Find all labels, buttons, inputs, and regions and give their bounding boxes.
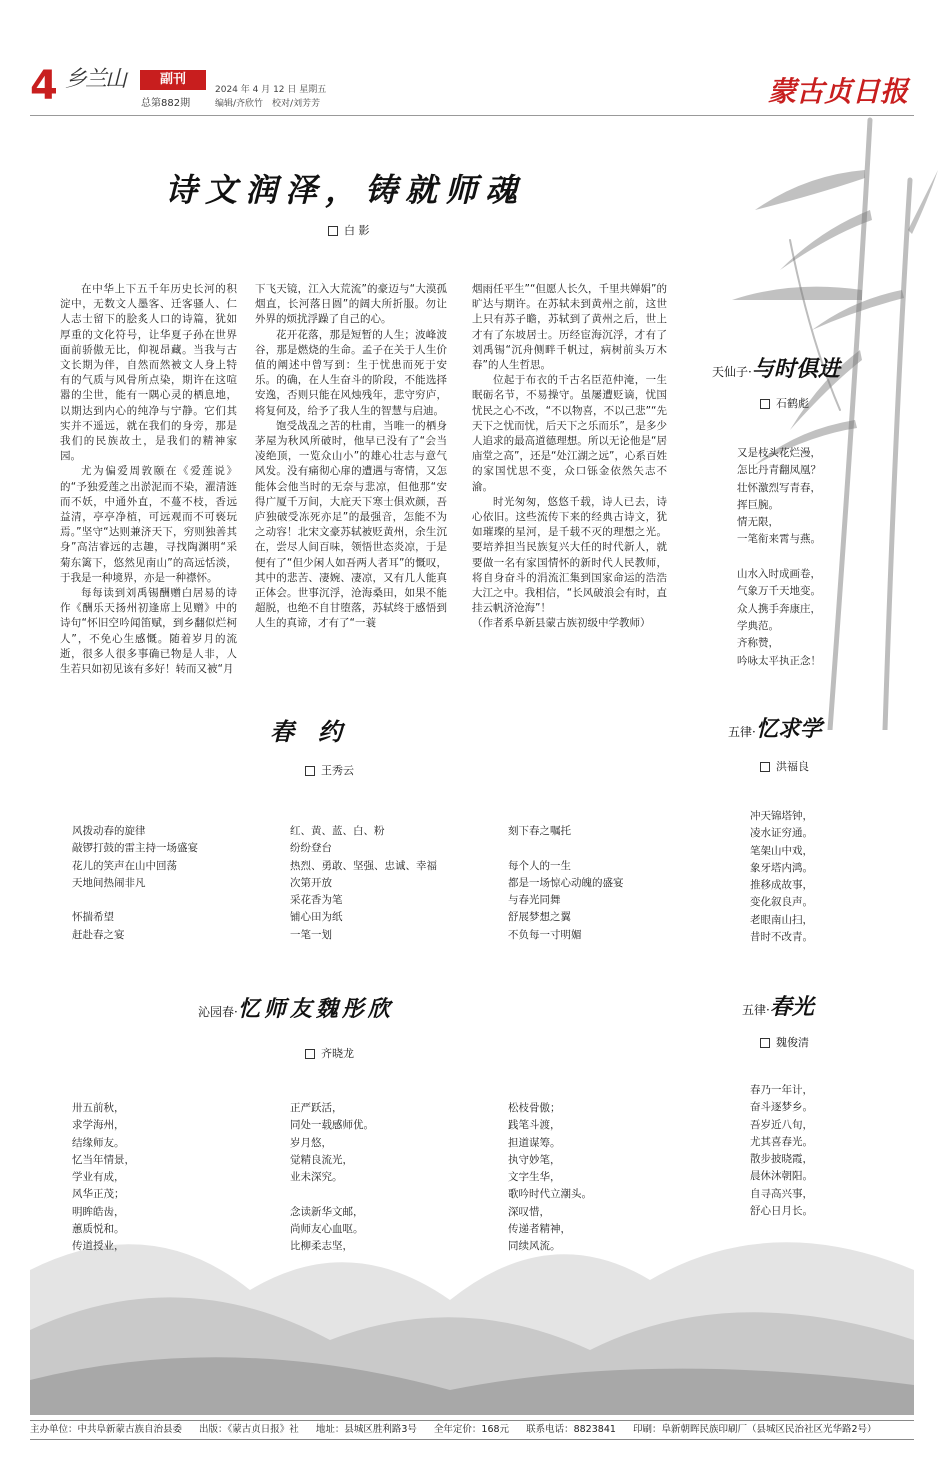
article-paragraph: 尤为偏爱周敦颐在《爱莲说》的“予独爱莲之出淤泥而不染，濯清涟而不妖，中通外直，不蔓不枝，香远益清，亭亭净植，可远观而不可亵玩焉。”坚守“达则兼济天下，穷则独善其身”高洁睿远的志趣，寻找陶渊明“采菊东篱下，悠然见南山”的高远恬淡，于我是一种境界，亦是一种襟怀。	[60, 465, 237, 584]
poem-title: 春光	[769, 994, 814, 1020]
footer-publisher: 出版：《蒙古贞日报》社	[199, 1424, 299, 1435]
poem-title-yiqiuxue	[728, 712, 822, 743]
footer-price: 全年定价：168元	[433, 1424, 510, 1435]
article-title: 诗文润泽，铸就师魂	[165, 171, 526, 209]
footer-phone: 联系电话：8823841	[526, 1424, 616, 1435]
author-box-icon	[328, 226, 338, 236]
poem-author	[305, 1045, 354, 1061]
poem-body-tianxianzi: 又是枝头花烂漫， 怎比丹青翻凤凰？ 壮怀激烈写青春， 挥巨腕。 情无限， 一笔衔来霄与燕。 山水入时成画卷， 气象万千天地变。 众人携手奔康庄， 学典范。 齐称赞， 吟咏太平执正念！	[737, 447, 821, 667]
poem-prefix: 五律·	[742, 1003, 770, 1017]
colophon-footer	[30, 1420, 914, 1440]
poem-author-name: 魏俊清	[776, 1036, 809, 1049]
poem-author-name: 石鹤彪	[776, 397, 809, 410]
section-label: 副刊	[140, 70, 206, 90]
issue-number: 总第882期	[141, 98, 191, 109]
footer-printer: 印刷：阜新朝晖民族印刷厂（县城区民治社区光华路2号）	[632, 1424, 877, 1435]
article-paragraph: 在中华上下五千年历史长河的积淀中，无数文人墨客、迁客骚人、仁人志士留下的脍炙人口的诗篇，犹如厚重的文化符号，让华夏子孙在世界面前骄傲无比，仰视昂藏。当我与古文长期为伴，自然而然被文人身上特有的气质与风骨所点染，期许在这喧嚣的尘世，能有一隅心灵的栖息地，以期达到内心的纯净与宁静。它们其实并不遥远，就在我们的身旁，那是我们的民族故土，是我们的精神家园。	[60, 283, 237, 463]
poem-title: 与时俱进	[751, 356, 840, 382]
article-paragraph: 饱受战乱之苦的杜甫，当唯一的栖身茅屋为秋风所破时，他早已没有了“会当凌绝顶，一览众山小”的雄心壮志与意气风发。没有痛彻心扉的遭遇与寄情，又怎能体会他当时的无奈与悲凉，但他那“安得广厦千万间，大庇天下寒士俱欢颜，吾庐独破受冻死亦足”的最强音，怎能不为之动容！北宋文豪苏轼被贬黄州，余生沉在，尝尽人间百味，领悟世态炎凉，于是便有了“但少闲人如吾两人者耳”的慨叹，其中的悲苦、凄婉、凄凉，又有几人能真正体会。世事沉浮，沧海桑田，如果不能超脱，也绝不自甘堕落，苏轼终于感悟到人生的真谛，才有了“一蓑	[255, 419, 447, 630]
poem-author	[305, 762, 354, 778]
poem-body-chunyue-1: 风拨动春的旋律 敲锣打鼓的雷主持一场盛宴 花儿的笑声在山中回荡 天地间热闹非凡 怀揣希望 赶赴春之宴	[72, 825, 198, 941]
section-logo: 乡兰山	[65, 67, 126, 92]
poem-author-name: 齐晓龙	[321, 1047, 354, 1060]
poem-body-qinyuanchun-2: 正严跃活， 同处一载感师优。 岁月悠， 觉精良流光， 业未深究。 念读新华文邮， 尚师友心血呕。 比柳柔志坚，	[290, 1102, 374, 1253]
poem-body-yiqiuxue: 冲天锦塔钟， 凌水证穷通。 笔架山中戏， 象牙塔内鸿。 推移成故事， 变化叙良声。 老眼南山扫， 昔时不改青。	[750, 810, 813, 944]
poem-author-name: 王秀云	[321, 764, 354, 777]
article-paragraph: 花开花落，那是短暂的人生；波峰波谷，那是燃烧的生命。孟子在关于人生价值的阐述中曾写到：生于忧患而死于安乐。的确，在人生奋斗的阶段，不能选择安逸，否则只能在风烛残年，悲守穷庐，将复何及，给予了我人生的智慧与启迪。	[255, 328, 447, 417]
poem-body-chunyue-3: 刻下春之嘱托 每个人的一生 都是一场惊心动魄的盛宴 与春光同舞 舒展梦想之翼 不负每一寸明媚	[508, 825, 624, 941]
article-paragraph: 下飞天镜，江入大荒流”的豪迈与“大漠孤烟直，长河落日圆”的阔大所折服。勿让外界的烦扰浮躁了自己的心。	[255, 283, 447, 326]
poem-title: 忆师友魏彤欣	[237, 996, 394, 1022]
poem-author	[760, 758, 809, 774]
article-paragraph: 位起于布衣的千古名臣范仲淹，一生眠砺名节，不易操守。虽屡遭贬谪，忧国忧民之心不改，“不以物喜，不以己悲”“先天下之忧而忧，后天下之乐而乐”，是多少人追求的最高道德理想。所以无论他是“居庙堂之高”，还是“处江湖之远”，心系百姓的家国忧思不变，众口铄金依然矢志不渝。	[472, 374, 667, 493]
poem-body-qinyuanchun-3: 松枝骨傲； 践笔斗渡， 担道谋筹。 执守妙笔， 文字生华， 歌吟时代立潮头。 深叹惜， 传递者精神， 同续风流。	[508, 1102, 592, 1253]
poem-body-qinyuanchun-1: 卅五前秋， 求学海州， 结缘师友。 忆当年情景， 学业有成， 风华正茂； 明眸皓齿， 蕙质悦和。 传道授业，	[72, 1102, 135, 1253]
poem-author	[760, 1034, 809, 1050]
article-column-1	[60, 282, 237, 677]
poem-prefix: 天仙子·	[712, 365, 752, 379]
poem-title-chunguang	[742, 990, 814, 1021]
poem-author	[760, 395, 809, 411]
author-box-icon	[760, 1038, 770, 1048]
poem-author-name: 洪福良	[776, 760, 809, 773]
editors-line: 编辑/齐欣竹 校对/刘芳芳	[215, 99, 321, 109]
poem-prefix: 沁园春·	[198, 1005, 238, 1019]
paper-name: 蒙古贞日报	[767, 75, 908, 108]
poem-title-qinyuanchun	[198, 992, 394, 1023]
author-box-icon	[760, 762, 770, 772]
poem-body-chunyue-2: 红、黄、蓝、白、粉 纷纷登台 热烈、勇敢、坚强、忠诚、幸福 次第开放 采花香为笔 铺心田为纸 一笔一划	[290, 825, 437, 941]
page-number: 4	[30, 63, 58, 109]
poem-title: 忆求学	[755, 716, 822, 742]
article-paragraph: 烟雨任平生”“但愿人长久，千里共婵娟”的旷达与期许。在苏轼未到黄州之前，这世上只有苏子瞻，苏轼到了黄州之后，世上才有了东坡居士。历经宦海沉浮，才有了刘禹锡“沉舟侧畔千帆过，病树前头万木春”的人生哲思。	[472, 283, 667, 372]
poem-title-tianxianzi	[712, 352, 840, 383]
author-bio: （作者系阜新县蒙古族初级中学教师）	[472, 617, 651, 630]
article-column-2	[255, 282, 447, 632]
poem-prefix: 五律·	[728, 725, 756, 739]
author-box-icon	[305, 1049, 315, 1059]
article-paragraph: 时光匆匆，悠悠千载，诗人已去，诗心依旧。这些流传下来的经典古诗文，犹如璀璨的星河，是千载不灭的理想之光。要培养担当民族复兴大任的时代新人，就要做一名有家国情怀的新时代人民教师，将自身奋斗的涓流汇集到国家命运的浩浩大江之中。我相信，“长风破浪会有时，直挂云帆济沧海”！	[472, 495, 667, 615]
article-column-3	[472, 282, 667, 632]
article-paragraph: 每每读到刘禹锡酬赠白居易的诗作《酬乐天扬州初逢席上见赠》中的诗句“怀旧空吟闻笛赋，到乡翻似烂柯人”，不免心生感慨。随着岁月的流逝，很多人很多事确已物是人非，人生若只如初见该有多好！转而又被“月	[60, 587, 237, 676]
article-author-name: 白 影	[344, 224, 370, 237]
footer-sponsor: 主办单位：中共阜新蒙古族自治县委	[30, 1424, 183, 1435]
footer-address: 地址：县城区胜利路3号	[315, 1424, 417, 1435]
author-box-icon	[305, 766, 315, 776]
date-line: 2024 年 4 月 12 日 星期五	[215, 85, 327, 95]
author-box-icon	[760, 399, 770, 409]
poem-title-chunyue: 春 约	[270, 717, 342, 746]
article-author	[328, 222, 370, 238]
poem-body-chunguang: 春乃一年计， 奋斗逐梦乡。 吾岁近八旬， 尤其喜春光。 散步披晓霞， 晨休沐朝阳。 自寻高兴事， 舒心日月长。	[750, 1084, 813, 1218]
